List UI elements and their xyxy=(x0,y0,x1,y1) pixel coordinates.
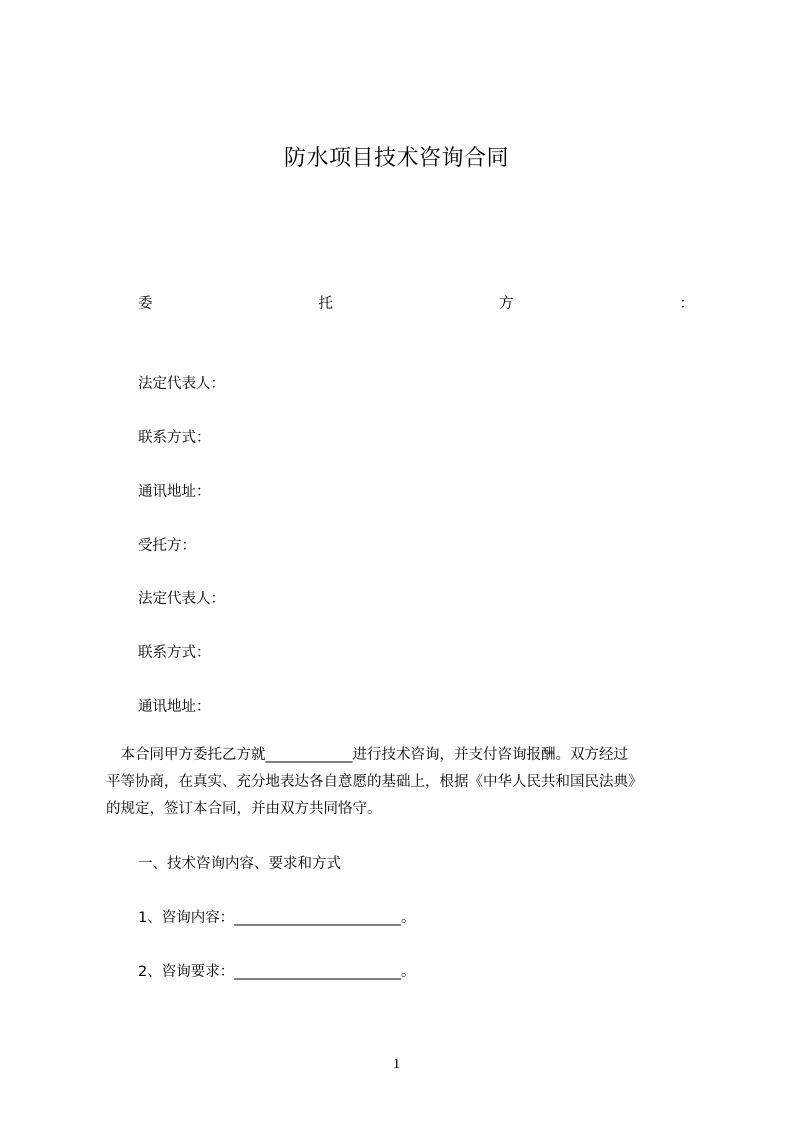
section-heading: 一、技术咨询内容、要求和方式 xyxy=(138,856,341,872)
trustee-legal-representative-label: 法定代表人： xyxy=(138,591,225,607)
client-label-row xyxy=(138,292,694,313)
intro-paragraph-line: 本合同甲方委托乙方就____________进行技术咨询，并支付咨询报酬。双方经过 xyxy=(106,747,628,763)
trustee-contact-label: 联系方式： xyxy=(138,645,211,661)
intro-paragraph xyxy=(106,742,692,823)
client-contact-label: 联系方式： xyxy=(138,430,211,446)
page-number: 1 xyxy=(392,1056,401,1072)
consulting-requirements-item: 2、咨询要求：_______________________。 xyxy=(138,964,416,980)
client-label-char: 托 xyxy=(318,296,333,312)
trustee-label: 受托方： xyxy=(138,538,196,554)
consulting-content-item: 1、咨询内容：_______________________。 xyxy=(138,910,416,926)
trustee-address-label: 通讯地址： xyxy=(138,699,211,715)
client-legal-representative-label: 法定代表人： xyxy=(138,376,225,392)
intro-paragraph-line: 平等协商，在真实、充分地表达各自意愿的基础上，根据《中华人民共和国民法典》 xyxy=(106,774,643,790)
document-title: 防水项目技术咨询合同 xyxy=(283,146,509,171)
client-address-label: 通讯地址： xyxy=(138,484,211,500)
client-label-char: 方 xyxy=(499,296,514,312)
client-label-char: 委 xyxy=(138,296,153,312)
intro-paragraph-line: 的规定，签订本合同，并由双方共同恪守。 xyxy=(106,801,382,817)
client-label-colon: ： xyxy=(679,296,694,312)
